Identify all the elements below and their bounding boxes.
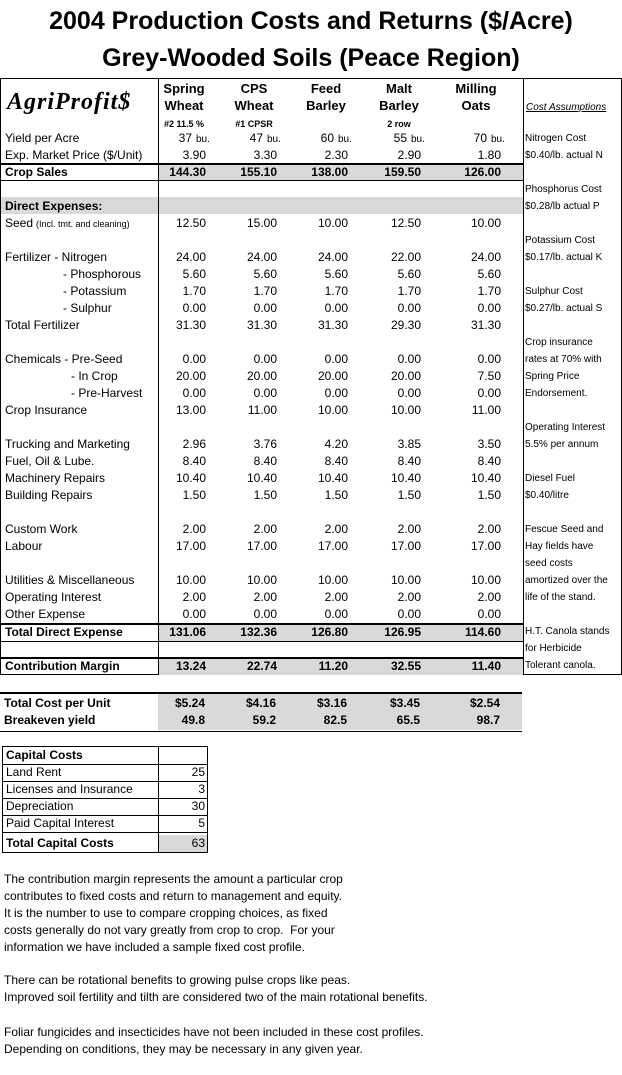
row-value: 0.00 [253, 301, 277, 315]
unit-cost-table [0, 692, 522, 732]
row-value: 5.60 [182, 267, 206, 281]
row-label: - Pre-Harvest [71, 386, 143, 400]
cost-assumption-note: Tolerant canola. [525, 660, 596, 671]
row-value: 31.30 [175, 318, 206, 332]
row-value: 2.00 [397, 522, 421, 536]
row-value: 2.30 [324, 148, 348, 162]
row-value: 20.00 [317, 369, 348, 383]
row-value: 1.80 [477, 148, 501, 162]
capital-total-value: 63 [191, 836, 205, 850]
cost-assumption-note: H.T. Canola stands [525, 626, 610, 637]
column-header: Wheat [164, 98, 204, 113]
row-value: 0.00 [182, 301, 206, 315]
column-subheader: #2 11.5 % [163, 119, 205, 129]
column-subheader: #1 CPSR [235, 119, 273, 129]
cost-assumptions-header: Cost Assumptions [526, 102, 607, 113]
cost-assumption-note: 5.5% per annum [525, 439, 599, 450]
row-label: Total Direct Expense [5, 625, 123, 639]
cost-assumption-note: Fescue Seed and [525, 524, 604, 535]
cost-assumption-note: life of the stand. [525, 592, 596, 603]
capital-header: Capital Costs [6, 748, 83, 762]
row-value: 10.00 [317, 403, 348, 417]
capital-item-label: Licenses and Insurance [6, 782, 133, 796]
row-label: - In Crop [71, 369, 118, 383]
cost-assumption-note: seed costs [525, 558, 573, 569]
row-value: 1.50 [324, 488, 348, 502]
row-label: Building Repairs [5, 488, 93, 502]
yield-unit: bu. [338, 134, 352, 145]
cost-assumption-note: $0.28/lb actual P [525, 201, 600, 212]
row-value: 13.00 [175, 403, 206, 417]
yield-value: 47 [249, 131, 263, 145]
row-value: 155.10 [240, 165, 277, 179]
row-value: 2.00 [324, 590, 348, 604]
cost-assumption-note: Hay fields have [525, 541, 594, 552]
row-value: 10.00 [470, 573, 501, 587]
row-label: Fuel, Oil & Lube. [5, 454, 95, 468]
row-value: 12.50 [390, 216, 421, 230]
row-value: 8.40 [324, 454, 348, 468]
row-value: 17.00 [317, 539, 348, 553]
cost-assumption-note: Sulphur Cost [525, 286, 583, 297]
row-value: 11.40 [471, 659, 501, 673]
row-value: 98.7 [476, 713, 500, 727]
row-value: 11.00 [247, 403, 277, 417]
capital-item-label: Land Rent [6, 765, 62, 779]
capital-item-label: Depreciation [6, 799, 74, 813]
row-value: 8.40 [397, 454, 421, 468]
row-value: 3.50 [477, 437, 501, 451]
row-value: 0.00 [477, 607, 501, 621]
cost-assumption-note: amortized over the [525, 575, 608, 586]
row-value: 10.40 [470, 471, 501, 485]
row-label: Trucking and Marketing [5, 437, 130, 451]
cost-assumption-note: $0.17/lb. actual K [525, 252, 603, 263]
row-value: 24.00 [470, 250, 501, 264]
row-value: 8.40 [182, 454, 206, 468]
row-value: 2.00 [324, 522, 348, 536]
row-value: 82.5 [323, 713, 347, 727]
row-value: 24.00 [246, 250, 277, 264]
cost-assumption-note: Nitrogen Cost [525, 133, 587, 144]
row-value: 2.00 [477, 522, 501, 536]
row-label: Other Expense [5, 607, 86, 621]
row-value: 5.60 [397, 267, 421, 281]
row-value: 24.00 [175, 250, 206, 264]
note-paragraph: The contribution margin represents the amount a particular crop contributes to fixed costs and return to management and equity. It is the number to use to compare cropping choices, as fixed costs generally do not vary greatly from crop to crop. For your information we have included a sample fixed cost profile. [4, 872, 343, 954]
row-value: 10.00 [175, 573, 206, 587]
row-value: 15.00 [246, 216, 277, 230]
row-value: 65.5 [396, 713, 420, 727]
note-paragraph: There can be rotational benefits to growing pulse crops like peas. Improved soil fertility and tilth are considered two of the main rotational benefits. [4, 973, 428, 1004]
row-value: 7.50 [477, 369, 501, 383]
column-header: Barley [379, 98, 419, 113]
row-value: 1.70 [324, 284, 348, 298]
row-value: 2.00 [397, 590, 421, 604]
row-label: Yield per Acre [5, 131, 80, 145]
row-value: 31.30 [246, 318, 277, 332]
row-value: 2.00 [253, 522, 277, 536]
row-value: 1.50 [397, 488, 421, 502]
capital-item-value: 3 [198, 782, 205, 796]
column-header: Spring [163, 81, 205, 96]
agriprofit-logo: AgriProfit$ [7, 89, 132, 115]
row-value: 31.30 [470, 318, 501, 332]
row-value: 22.74 [246, 659, 277, 673]
capital-item-value: 5 [198, 816, 205, 830]
row-value: 24.00 [317, 250, 348, 264]
row-label: Custom Work [5, 522, 78, 536]
row-value: 20.00 [175, 369, 206, 383]
yield-value: 70 [473, 131, 487, 145]
row-value: 1.50 [477, 488, 501, 502]
capital-total-label: Total Capital Costs [6, 836, 114, 850]
row-label: Direct Expenses: [5, 199, 103, 213]
row-value: 159.50 [384, 165, 421, 179]
cost-assumption-note: Potassium Cost [525, 235, 596, 246]
row-value: 8.40 [253, 454, 277, 468]
row-value: 1.70 [397, 284, 421, 298]
shaded-band [159, 197, 523, 214]
row-value: 126.00 [464, 165, 501, 179]
row-value: 114.60 [464, 625, 501, 639]
row-note: (Incl. tmt. and cleaning) [36, 219, 130, 229]
row-value: 4.20 [324, 437, 348, 451]
row-value: 0.00 [477, 352, 501, 366]
row-label: Fertilizer - Nitrogen [5, 250, 108, 264]
row-label: Labour [5, 539, 43, 553]
column-header: Milling [455, 81, 497, 96]
rule [1, 641, 523, 642]
row-value: 11.00 [471, 403, 501, 417]
row-label: Crop Insurance [5, 403, 88, 417]
row-value: 1.50 [182, 488, 206, 502]
row-value: 5.60 [324, 267, 348, 281]
capital-item-value: 25 [191, 765, 205, 779]
row-value: 12.50 [175, 216, 206, 230]
row-label: - Potassium [63, 284, 127, 298]
row-value: 10.00 [317, 573, 348, 587]
row-value: 31.30 [317, 318, 348, 332]
note-paragraph: Foliar fungicides and insecticides have not been included in these cost profiles. Depending on conditions, they may be necessary in any given year. [4, 1025, 424, 1056]
row-value: $5.24 [174, 696, 205, 710]
row-value: 10.00 [246, 573, 277, 587]
row-value: 3.30 [253, 148, 277, 162]
row-value: 1.70 [477, 284, 501, 298]
column-subheader: 2 row [387, 119, 411, 129]
row-value: 0.00 [324, 607, 348, 621]
row-value: $3.45 [389, 696, 420, 710]
row-value: 32.55 [390, 659, 421, 673]
row-value: 0.00 [182, 607, 206, 621]
row-value: 10.00 [390, 403, 421, 417]
cost-assumption-note: Endorsement. [525, 388, 588, 399]
row-value: 0.00 [253, 386, 277, 400]
row-value: 29.30 [390, 318, 421, 332]
row-value: 10.40 [175, 471, 206, 485]
row-label: Exp. Market Price ($/Unit) [5, 148, 143, 162]
row-label: Chemicals - Pre-Seed [5, 352, 123, 366]
row-label: Breakeven yield [4, 713, 96, 727]
row-value: 126.95 [384, 625, 421, 639]
row-value: 131.06 [169, 625, 206, 639]
row-value: $4.16 [245, 696, 276, 710]
row-value: 0.00 [477, 301, 501, 315]
row-value: 0.00 [397, 607, 421, 621]
row-value: 11.20 [318, 659, 348, 673]
row-value: 59.2 [252, 713, 276, 727]
cost-assumption-note: Crop insurance [525, 337, 593, 348]
row-value: 126.80 [311, 625, 348, 639]
yield-unit: bu. [411, 134, 425, 145]
row-value: 17.00 [246, 539, 277, 553]
yield-unit: bu. [491, 134, 505, 145]
row-value: 0.00 [397, 352, 421, 366]
row-value: 8.40 [477, 454, 501, 468]
row-value: 49.8 [181, 713, 205, 727]
cost-assumption-note: $0.40/litre [525, 490, 569, 501]
column-header: Wheat [234, 98, 274, 113]
column-header: Oats [461, 98, 491, 113]
row-value: 1.50 [253, 488, 277, 502]
row-value: 2.96 [182, 437, 206, 451]
row-value: 20.00 [390, 369, 421, 383]
row-value: $2.54 [469, 696, 500, 710]
row-value: 3.85 [397, 437, 421, 451]
cost-assumption-note: Operating Interest [525, 422, 606, 433]
column-header: Barley [306, 98, 346, 113]
yield-unit: bu. [267, 134, 281, 145]
row-label: - Phosphorous [63, 267, 142, 281]
row-value: 138.00 [311, 165, 348, 179]
row-value: 17.00 [470, 539, 501, 553]
cost-assumption-note: Spring Price [525, 371, 580, 382]
row-value: 10.40 [390, 471, 421, 485]
row-label: - Sulphur [63, 301, 112, 315]
cost-assumption-note: Diesel Fuel [525, 473, 576, 484]
row-value: 3.90 [182, 148, 206, 162]
row-value: 17.00 [175, 539, 206, 553]
row-value: 0.00 [182, 386, 206, 400]
row-value: 3.76 [253, 437, 277, 451]
yield-value: 55 [393, 131, 407, 145]
row-value: $3.16 [316, 696, 347, 710]
row-value: 10.00 [470, 216, 501, 230]
cost-assumption-note: Phosphorus Cost [525, 184, 602, 195]
cost-assumption-note: $0.40/lb. actual N [525, 150, 603, 161]
row-label: Contribution Margin [5, 659, 120, 673]
row-value: 2.90 [397, 148, 421, 162]
row-value: 0.00 [324, 352, 348, 366]
row-value: 2.00 [477, 590, 501, 604]
row-value: 5.60 [477, 267, 501, 281]
row-value: 0.00 [253, 607, 277, 621]
row-label: Total Fertilizer [5, 318, 80, 332]
capital-item-label: Paid Capital Interest [6, 816, 115, 830]
row-value: 20.00 [246, 369, 277, 383]
row-value: 2.00 [182, 590, 206, 604]
cost-table [0, 78, 622, 675]
row-label: Crop Sales [5, 165, 68, 179]
row-value: 0.00 [182, 352, 206, 366]
capital-costs-table [2, 746, 208, 853]
cost-assumption-note: $0.27/lb. actual S [525, 303, 603, 314]
yield-value: 37 [178, 131, 192, 145]
row-value: 0.00 [397, 301, 421, 315]
cost-assumption-note: for Herbicide [525, 643, 582, 654]
row-value: 0.00 [397, 386, 421, 400]
row-label: Total Cost per Unit [4, 696, 111, 710]
row-value: 0.00 [477, 386, 501, 400]
row-value: 2.00 [182, 522, 206, 536]
cost-assumption-note: rates at 70% with [525, 354, 602, 365]
row-value: 17.00 [390, 539, 421, 553]
row-value: 22.00 [390, 250, 421, 264]
column-header: CPS [240, 81, 268, 96]
row-value: 10.40 [317, 471, 348, 485]
page-subtitle: Grey-Wooded Soils (Peace Region) [102, 44, 520, 72]
page-title: 2004 Production Costs and Returns ($/Acre) [49, 7, 573, 35]
row-value: 2.00 [253, 590, 277, 604]
row-value: 0.00 [324, 386, 348, 400]
row-value: 10.00 [390, 573, 421, 587]
row-label: Operating Interest [5, 590, 102, 604]
row-value: 1.70 [253, 284, 277, 298]
row-value: 0.00 [324, 301, 348, 315]
row-value: 10.40 [246, 471, 277, 485]
row-value: 132.36 [240, 625, 277, 639]
column-header: Malt [386, 81, 412, 96]
row-label: Utilities & Miscellaneous [5, 573, 135, 587]
row-value: 0.00 [253, 352, 277, 366]
capital-item-value: 30 [191, 799, 205, 813]
yield-value: 60 [320, 131, 334, 145]
row-value: 144.30 [169, 165, 206, 179]
column-divider [523, 79, 524, 674]
row-value: 10.00 [317, 216, 348, 230]
row-value: 13.24 [175, 659, 206, 673]
row-label: Seed (Incl. tmt. and cleaning) [5, 216, 130, 230]
yield-unit: bu. [196, 134, 210, 145]
rule [3, 832, 207, 833]
row-value: 1.70 [182, 284, 206, 298]
row-label: Machinery Repairs [5, 471, 106, 485]
column-header: Feed [310, 81, 342, 96]
row-value: 5.60 [253, 267, 277, 281]
